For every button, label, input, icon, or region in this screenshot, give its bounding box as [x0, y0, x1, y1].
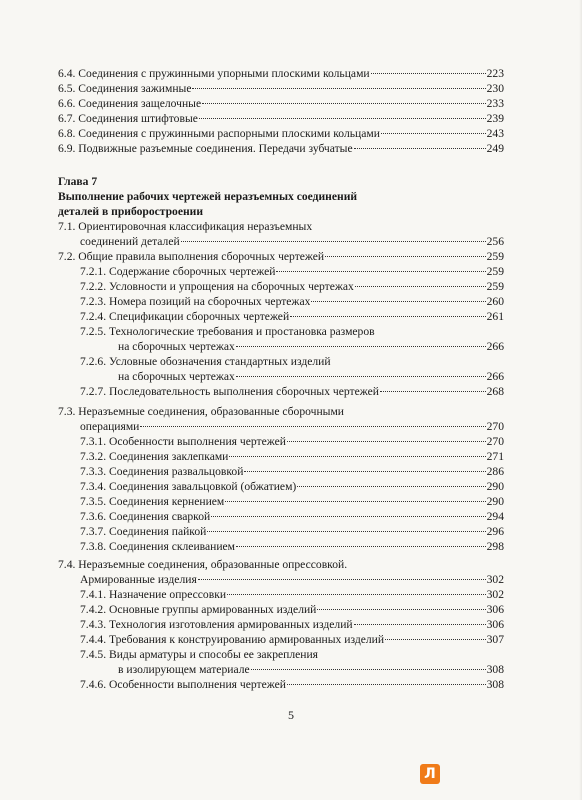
- leader-dots: [287, 684, 486, 685]
- toc-entry-title: 7.2.1. Содержание сборочных чертежей: [80, 265, 276, 278]
- toc-entry-7-3-1[interactable]: [80, 434, 504, 449]
- toc-page-number: 307: [486, 633, 504, 646]
- leader-dots: [225, 501, 485, 502]
- toc-entry-7-1[interactable]: 7.1. Ориентировочная классификация неразъемных: [58, 220, 313, 233]
- toc-entry-title: 6.8. Соединения с пружинными распорными плоскими кольцами: [58, 127, 380, 140]
- toc-entry-6-8[interactable]: [58, 126, 504, 141]
- toc-page-number: 239: [486, 112, 504, 125]
- toc-entry-7-4-4[interactable]: [80, 632, 504, 647]
- toc-entry-7-2-3[interactable]: [80, 294, 504, 309]
- toc-entry-6-7[interactable]: [58, 111, 504, 126]
- leader-dots: [251, 669, 486, 670]
- toc-entry-title: на сборочных чертежах: [118, 370, 235, 383]
- leader-dots: [276, 271, 485, 272]
- toc-entry-7-3[interactable]: 7.3. Неразъемные соединения, образованные сборочными: [58, 405, 345, 418]
- toc-entry-title: на сборочных чертежах: [118, 340, 235, 353]
- leader-dots: [229, 456, 485, 457]
- leader-dots: [192, 88, 485, 89]
- leader-dots: [371, 73, 486, 74]
- leader-dots: [355, 286, 486, 287]
- toc-entry-7-2-6-continued[interactable]: [118, 369, 504, 384]
- toc-entry-6-5[interactable]: [58, 81, 504, 96]
- toc-entry-title: 7.3.7. Соединения пайкой: [80, 525, 207, 538]
- toc-entry-7-4-3[interactable]: [80, 617, 504, 632]
- toc-page-number: 230: [486, 82, 504, 95]
- leader-dots: [297, 486, 485, 487]
- labirint-logo-icon: Л: [420, 764, 440, 784]
- chapter-title-continued: деталей в приборостроении: [58, 205, 204, 218]
- toc-entry-7-4-2[interactable]: [80, 602, 504, 617]
- toc-entry-7-2-5[interactable]: 7.2.5. Технологические требования и простановка размеров: [80, 325, 375, 338]
- toc-entry-title: 7.2.3. Номера позиций на сборочных чертежах: [80, 295, 311, 308]
- toc-page-number: 306: [486, 603, 504, 616]
- toc-entry-7-4[interactable]: 7.4. Неразъемные соединения, образованные опрессовкой.: [58, 558, 348, 571]
- toc-entry-title: 7.3.3. Соединения развальцовкой: [80, 465, 244, 478]
- toc-entry-title: 6.4. Соединения с пружинными упорными плоскими кольцами: [58, 67, 370, 80]
- leader-dots: [181, 241, 486, 242]
- toc-page-number: 259: [486, 265, 504, 278]
- toc-entry-title: 7.4.2. Основные группы армированных изделий: [80, 603, 317, 616]
- toc-entry-6-9[interactable]: [58, 141, 504, 156]
- toc-entry-7-4-continued[interactable]: [80, 572, 504, 587]
- leader-dots: [140, 426, 485, 427]
- toc-page-number: 259: [486, 250, 504, 263]
- toc-page-number: 290: [486, 495, 504, 508]
- toc-page-number: 268: [486, 385, 504, 398]
- toc-entry-title: операциями: [80, 420, 140, 433]
- toc-entry-7-3-7[interactable]: [80, 524, 504, 539]
- toc-entry-title: в изолирующем материале: [118, 663, 250, 676]
- toc-page-number: 223: [486, 67, 504, 80]
- toc-entry-title: 7.3.4. Соединения завальцовкой (обжатием): [80, 480, 297, 493]
- toc-entry-7-1-continued[interactable]: [80, 234, 504, 249]
- toc-entry-title: 7.2. Общие правила выполнения сборочных чертежей: [58, 250, 325, 263]
- toc-page-number: 298: [486, 540, 504, 553]
- leader-dots: [385, 639, 486, 640]
- toc-entry-7-2[interactable]: [58, 249, 504, 264]
- toc-page-number: 270: [486, 435, 504, 448]
- toc-entry-title: 6.5. Соединения зажимные: [58, 82, 192, 95]
- chapter-heading: Глава 7: [58, 175, 98, 188]
- leader-dots: [236, 546, 486, 547]
- toc-entry-7-4-1[interactable]: [80, 587, 504, 602]
- leader-dots: [207, 531, 485, 532]
- toc-page-number: 259: [486, 280, 504, 293]
- toc-entry-title: соединений деталей: [80, 235, 180, 248]
- toc-page-number: 294: [486, 510, 504, 523]
- toc-page-number: 233: [486, 97, 504, 110]
- toc-entry-7-3-8[interactable]: [80, 539, 504, 554]
- toc-entry-title: 7.3.6. Соединения сваркой: [80, 510, 211, 523]
- toc-page-number: 243: [486, 127, 504, 140]
- toc-page-number: 296: [486, 525, 504, 538]
- toc-entry-7-3-5[interactable]: [80, 494, 504, 509]
- toc-entry-title: Армированные изделия: [80, 573, 197, 586]
- toc-entry-title: 6.6. Соединения защелочные: [58, 97, 202, 110]
- leader-dots: [244, 471, 485, 472]
- toc-entry-title: 7.3.5. Соединения кернением: [80, 495, 225, 508]
- toc-entry-7-2-4[interactable]: [80, 309, 504, 324]
- toc-page-number: 302: [486, 588, 504, 601]
- toc-page-number: 270: [486, 420, 504, 433]
- leader-dots: [290, 316, 485, 317]
- toc-entry-title: 7.2.2. Условности и упрощения на сборочных чертежах: [80, 280, 354, 293]
- toc-entry-title: 7.3.1. Особенности выполнения чертежей: [80, 435, 286, 448]
- leader-dots: [287, 441, 486, 442]
- toc-entry-title: 6.7. Соединения штифтовые: [58, 112, 198, 125]
- toc-entry-title: 7.3.8. Соединения склеиванием: [80, 540, 236, 553]
- toc-page-number: 256: [486, 235, 504, 248]
- toc-entry-7-4-5[interactable]: 7.4.5. Виды арматуры и способы ее закрепления: [80, 648, 319, 661]
- toc-page-number: 261: [486, 310, 504, 323]
- toc-entry-6-6[interactable]: [58, 96, 504, 111]
- toc-entry-7-3-6[interactable]: [80, 509, 504, 524]
- toc-page-number: 249: [486, 142, 504, 155]
- toc-entry-title: 7.2.4. Спецификации сборочных чертежей: [80, 310, 290, 323]
- toc-entry-title: 7.2.7. Последовательность выполнения сборочных чертежей: [80, 385, 379, 398]
- leader-dots: [202, 103, 486, 104]
- leader-dots: [311, 301, 485, 302]
- toc-page-number: 306: [486, 618, 504, 631]
- leader-dots: [354, 624, 486, 625]
- toc-entry-7-3-continued[interactable]: [80, 419, 504, 434]
- leader-dots: [211, 516, 485, 517]
- toc-entry-7-3-2[interactable]: [80, 449, 504, 464]
- leader-dots: [236, 346, 486, 347]
- toc-page-number: 308: [486, 678, 504, 691]
- toc-page-number: 290: [486, 480, 504, 493]
- toc-page-number: 266: [486, 370, 504, 383]
- toc-page-number: 302: [486, 573, 504, 586]
- toc-entry-6-4[interactable]: [58, 66, 504, 81]
- toc-entry-7-4-6[interactable]: [80, 677, 504, 692]
- toc-entry-7-4-5-continued[interactable]: [118, 662, 504, 677]
- leader-dots: [199, 118, 486, 119]
- leader-dots: [236, 376, 486, 377]
- toc-entry-7-2-2[interactable]: [80, 279, 504, 294]
- toc-entry-title: 7.4.4. Требования к конструированию армированных изделий: [80, 633, 385, 646]
- toc-entry-title: 6.9. Подвижные разъемные соединения. Передачи зубчатые: [58, 142, 353, 155]
- leader-dots: [380, 391, 486, 392]
- toc-page-number: 286: [486, 465, 504, 478]
- toc-entry-7-3-4[interactable]: [80, 479, 504, 494]
- toc-page-number: 271: [486, 450, 504, 463]
- toc-page-number: 266: [486, 340, 504, 353]
- chapter-title: Выполнение рабочих чертежей неразъемных соединений: [58, 190, 358, 203]
- leader-dots: [198, 579, 486, 580]
- toc-entry-7-3-3[interactable]: [80, 464, 504, 479]
- toc-entry-7-2-6[interactable]: 7.2.6. Условные обозначения стандартных изделий: [80, 355, 331, 368]
- toc-entry-title: 7.3.2. Соединения заклепками: [80, 450, 229, 463]
- toc-entry-7-2-1[interactable]: [80, 264, 504, 279]
- leader-dots: [227, 594, 486, 595]
- leader-dots: [325, 256, 485, 257]
- toc-entry-title: 7.4.1. Назначение опрессовки: [80, 588, 227, 601]
- leader-dots: [317, 609, 485, 610]
- leader-dots: [354, 148, 486, 149]
- toc-entry-7-2-5-continued[interactable]: [118, 339, 504, 354]
- toc-entry-title: 7.4.6. Особенности выполнения чертежей: [80, 678, 286, 691]
- toc-page-number: 260: [486, 295, 504, 308]
- page-number: 5: [288, 708, 294, 722]
- toc-entry-7-2-7[interactable]: [80, 384, 504, 399]
- leader-dots: [381, 133, 486, 134]
- toc-page-number: 308: [486, 663, 504, 676]
- toc-entry-title: 7.4.3. Технология изготовления армированных изделий: [80, 618, 353, 631]
